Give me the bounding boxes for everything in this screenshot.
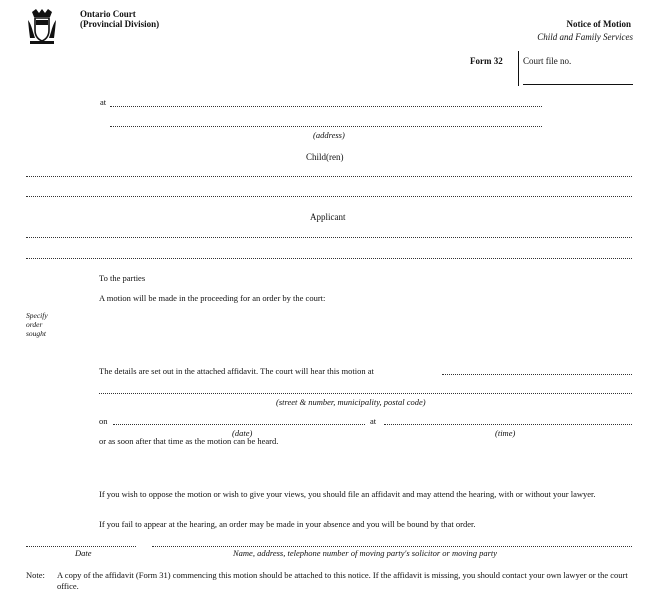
ontario-coat-of-arms-icon: [26, 8, 58, 46]
note-text: A copy of the affidavit (Form 31) commencing this motion should be attached to this notice. If the affidavit is missing, you should contact your own lawyer or the court office.: [57, 570, 628, 591]
address-caption: (address): [313, 130, 345, 140]
hearing-time-field[interactable]: [384, 424, 632, 425]
court-file-label: Court file no.: [523, 56, 572, 66]
document-subtitle: Child and Family Services: [537, 32, 633, 42]
oppose-text: If you wish to oppose the motion or wish to give your views, you should file an affidavit and may attend the hearing, with or without your lawyer.: [99, 489, 596, 499]
solicitor-field[interactable]: [152, 546, 632, 547]
court-division: (Provincial Division): [80, 19, 160, 29]
court-file-field[interactable]: [523, 84, 633, 85]
time-caption: (time): [495, 428, 516, 438]
applicant-field-1[interactable]: [26, 237, 632, 238]
to-parties: To the parties: [99, 273, 146, 283]
margin-note: Specify order sought: [26, 311, 48, 338]
details-text: The details are set out in the attached affidavit. The court will hear this motion at: [99, 366, 374, 376]
street-caption: (street & number, municipality, postal code): [276, 397, 426, 407]
applicant-label: Applicant: [310, 212, 346, 222]
hearing-date-field[interactable]: [113, 424, 365, 425]
file-box-border: [518, 51, 519, 86]
fail-text: If you fail to appear at the hearing, an order may be made in your absence and you will be bound by that order.: [99, 519, 476, 529]
form-number: Form 32: [470, 56, 503, 66]
court-location-field[interactable]: [110, 106, 542, 107]
hearing-location-field[interactable]: [442, 374, 632, 375]
child-name-field-1[interactable]: [26, 176, 632, 177]
applicant-field-2[interactable]: [26, 258, 632, 259]
date-signed-field[interactable]: [26, 546, 136, 547]
document-title: Notice of Motion: [566, 19, 631, 29]
date-label: Date: [75, 548, 92, 558]
children-label: Child(ren): [306, 152, 344, 162]
at-time-label: at: [370, 416, 377, 426]
hearing-address-field[interactable]: [99, 393, 632, 394]
soon-text: or as soon after that time as the motion can be heard.: [99, 436, 279, 446]
motion-text: A motion will be made in the proceeding for an order by the court:: [99, 293, 326, 303]
child-name-field-2[interactable]: [26, 196, 632, 197]
at-label: at: [100, 97, 107, 107]
address-field[interactable]: [110, 126, 542, 127]
note-label: Note:: [26, 570, 45, 580]
court-name: Ontario Court: [80, 9, 136, 19]
on-label: on: [99, 416, 108, 426]
date-caption: (date): [232, 428, 253, 438]
solicitor-caption: Name, address, telephone number of moving party's solicitor or moving party: [233, 548, 498, 558]
